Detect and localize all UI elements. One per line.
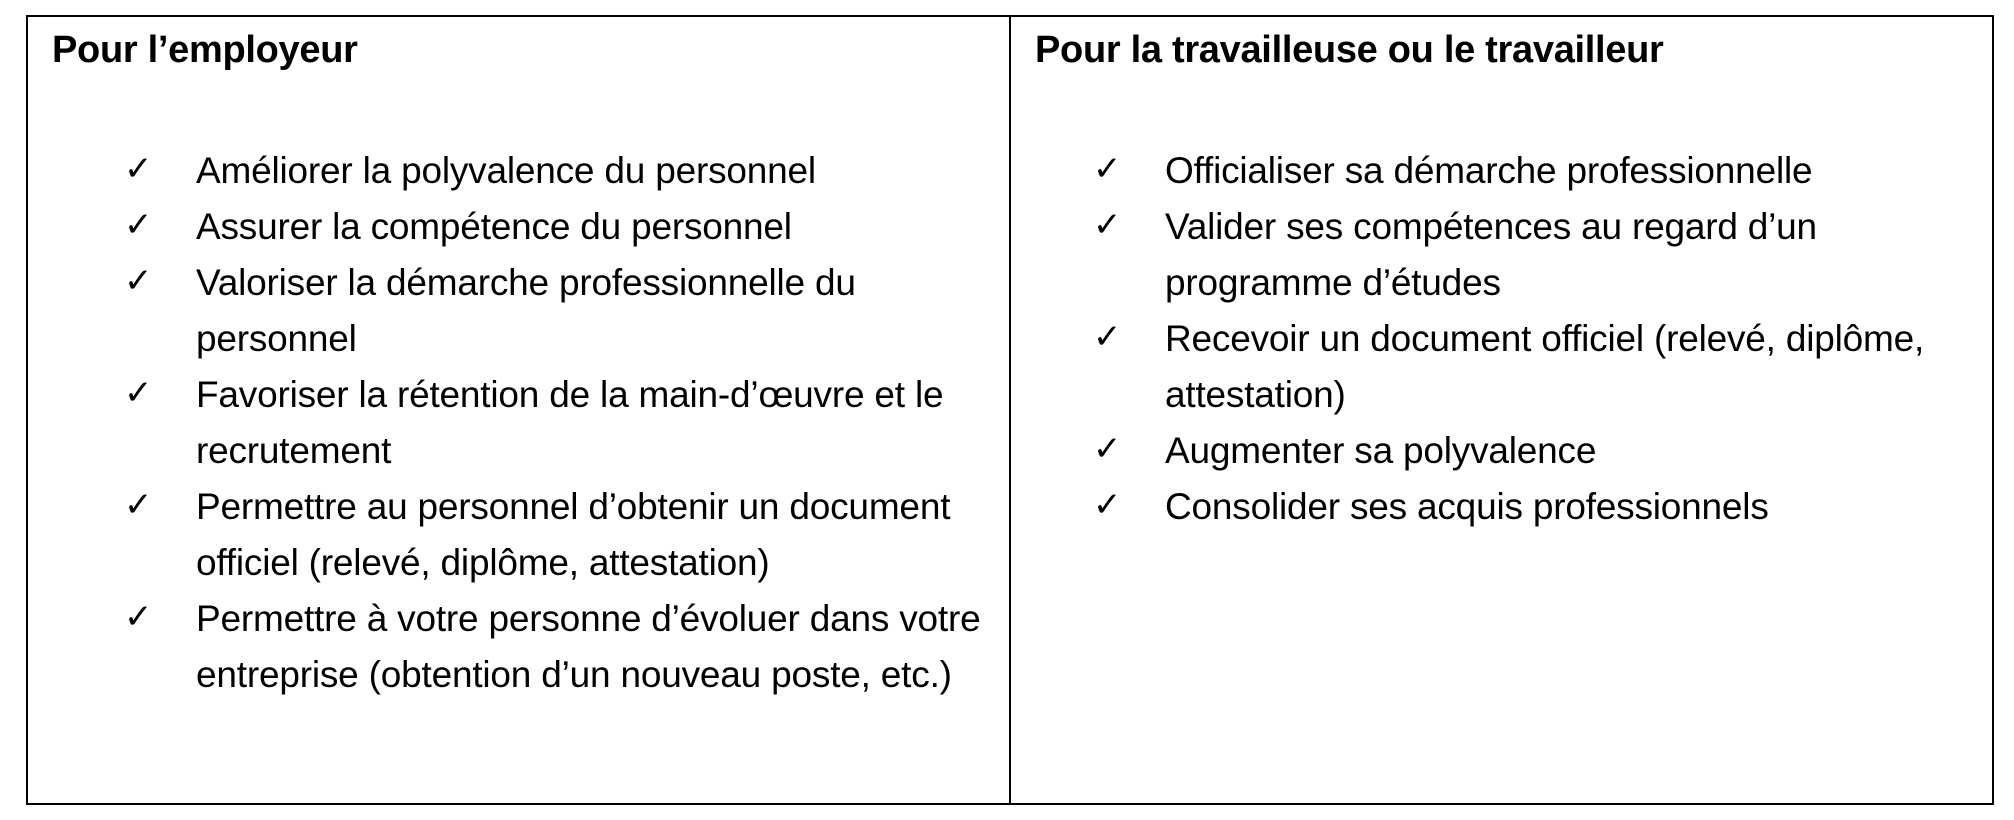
check-icon: ✓ [1093, 205, 1122, 245]
check-icon: ✓ [124, 149, 153, 189]
check-icon: ✓ [1093, 317, 1122, 357]
list-item-text: Valoriser la démarche professionnelle du personnel [196, 262, 856, 359]
list-item [28, 591, 1009, 703]
list-item-text: Consolider ses acquis professionnels [1165, 486, 1769, 527]
employer-column-heading: Pour l’employeur [52, 29, 358, 71]
worker-column-heading: Pour la travailleuse ou le travailleur [1035, 29, 1664, 71]
list-item-text: Recevoir un document officiel (relevé, diplôme, attestation) [1165, 318, 1925, 415]
list-item-text: Permettre à votre personne d’évoluer dans votre entreprise (obtention d’un nouveau poste, etc.) [196, 598, 981, 695]
list-item-text: Favoriser la rétention de la main-d’œuvre et le recrutement [196, 374, 944, 471]
list-item [28, 367, 1009, 479]
list-item [1011, 143, 1992, 199]
check-icon: ✓ [124, 205, 153, 245]
employer-column [28, 17, 1011, 803]
benefits-table [26, 15, 1994, 805]
list-item [1011, 479, 1992, 535]
list-item-text: Améliorer la polyvalence du personnel [196, 150, 816, 191]
list-item [1011, 423, 1992, 479]
check-icon: ✓ [124, 597, 153, 637]
list-item-text: Permettre au personnel d’obtenir un document officiel (relevé, diplôme, attestation) [196, 486, 951, 583]
list-item-text: Officialiser sa démarche professionnelle [1165, 150, 1813, 191]
list-item-text: Assurer la compétence du personnel [196, 206, 792, 247]
employer-benefit-list [28, 143, 1009, 703]
check-icon: ✓ [124, 261, 153, 301]
list-item-text: Valider ses compétences au regard d’un programme d’études [1165, 206, 1817, 303]
list-item [28, 143, 1009, 199]
list-item [28, 255, 1009, 367]
list-item [1011, 311, 1992, 423]
list-item [1011, 199, 1992, 311]
list-item-text: Augmenter sa polyvalence [1165, 430, 1597, 471]
worker-benefit-list [1011, 143, 1992, 535]
check-icon: ✓ [124, 485, 153, 525]
check-icon: ✓ [1093, 149, 1122, 189]
worker-column [1011, 17, 1992, 803]
check-icon: ✓ [124, 373, 153, 413]
list-item [28, 199, 1009, 255]
check-icon: ✓ [1093, 485, 1122, 525]
list-item [28, 479, 1009, 591]
check-icon: ✓ [1093, 429, 1122, 469]
